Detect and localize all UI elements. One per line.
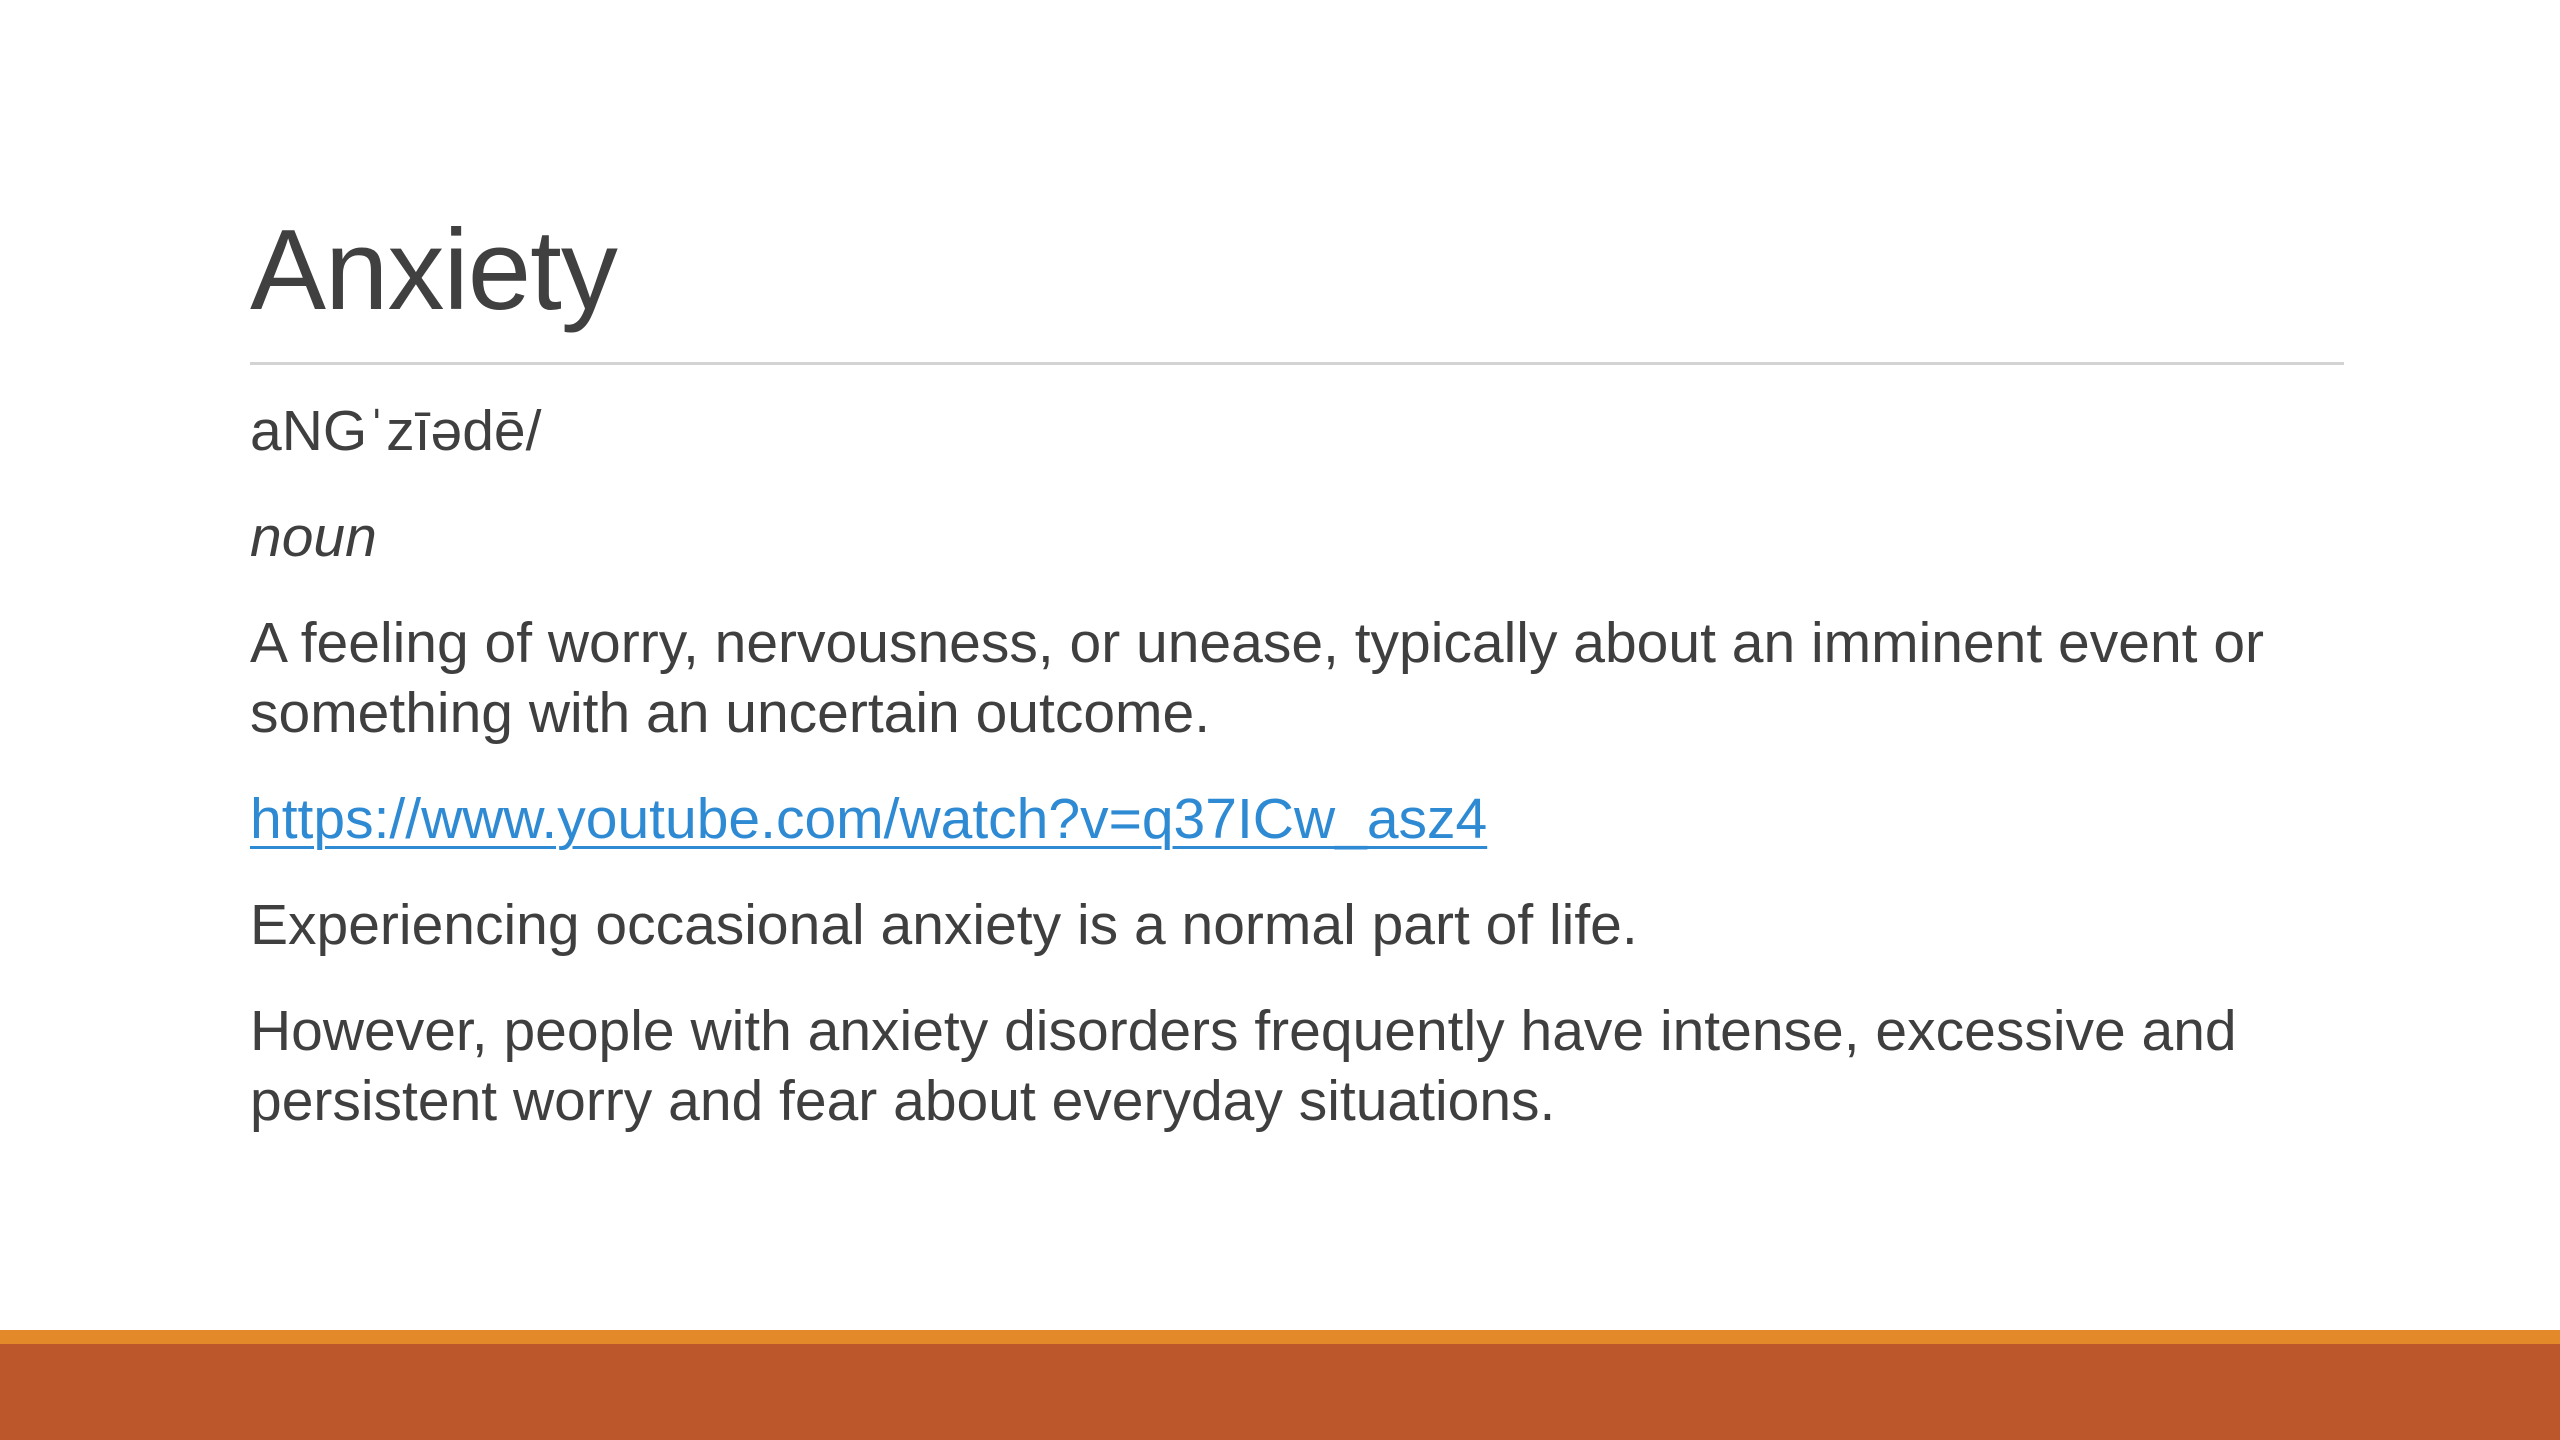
footer-accent-line <box>0 1330 2560 1344</box>
pronunciation-text: aNGˈzīədē/ <box>250 399 542 463</box>
link-paragraph <box>250 784 2360 854</box>
slide-body <box>250 396 2360 1172</box>
statement-anxiety-disorders: However, people with anxiety disorders frequently have intense, excessive and persistent worry and fear about everyday situations. <box>250 999 2237 1133</box>
statement-normal-anxiety: Experiencing occasional anxiety is a normal part of life. <box>250 893 1638 957</box>
title-divider <box>250 362 2344 365</box>
slide-title: Anxiety <box>250 207 617 334</box>
definition-text: A feeling of worry, nervousness, or unease, typically about an imminent event or something with an uncertain outcome. <box>250 611 2265 745</box>
youtube-link[interactable]: https://www.youtube.com/watch?v=q37ICw_asz4 <box>250 787 1488 851</box>
footer-band <box>0 1344 2560 1440</box>
part-of-speech-text: noun <box>250 505 377 569</box>
